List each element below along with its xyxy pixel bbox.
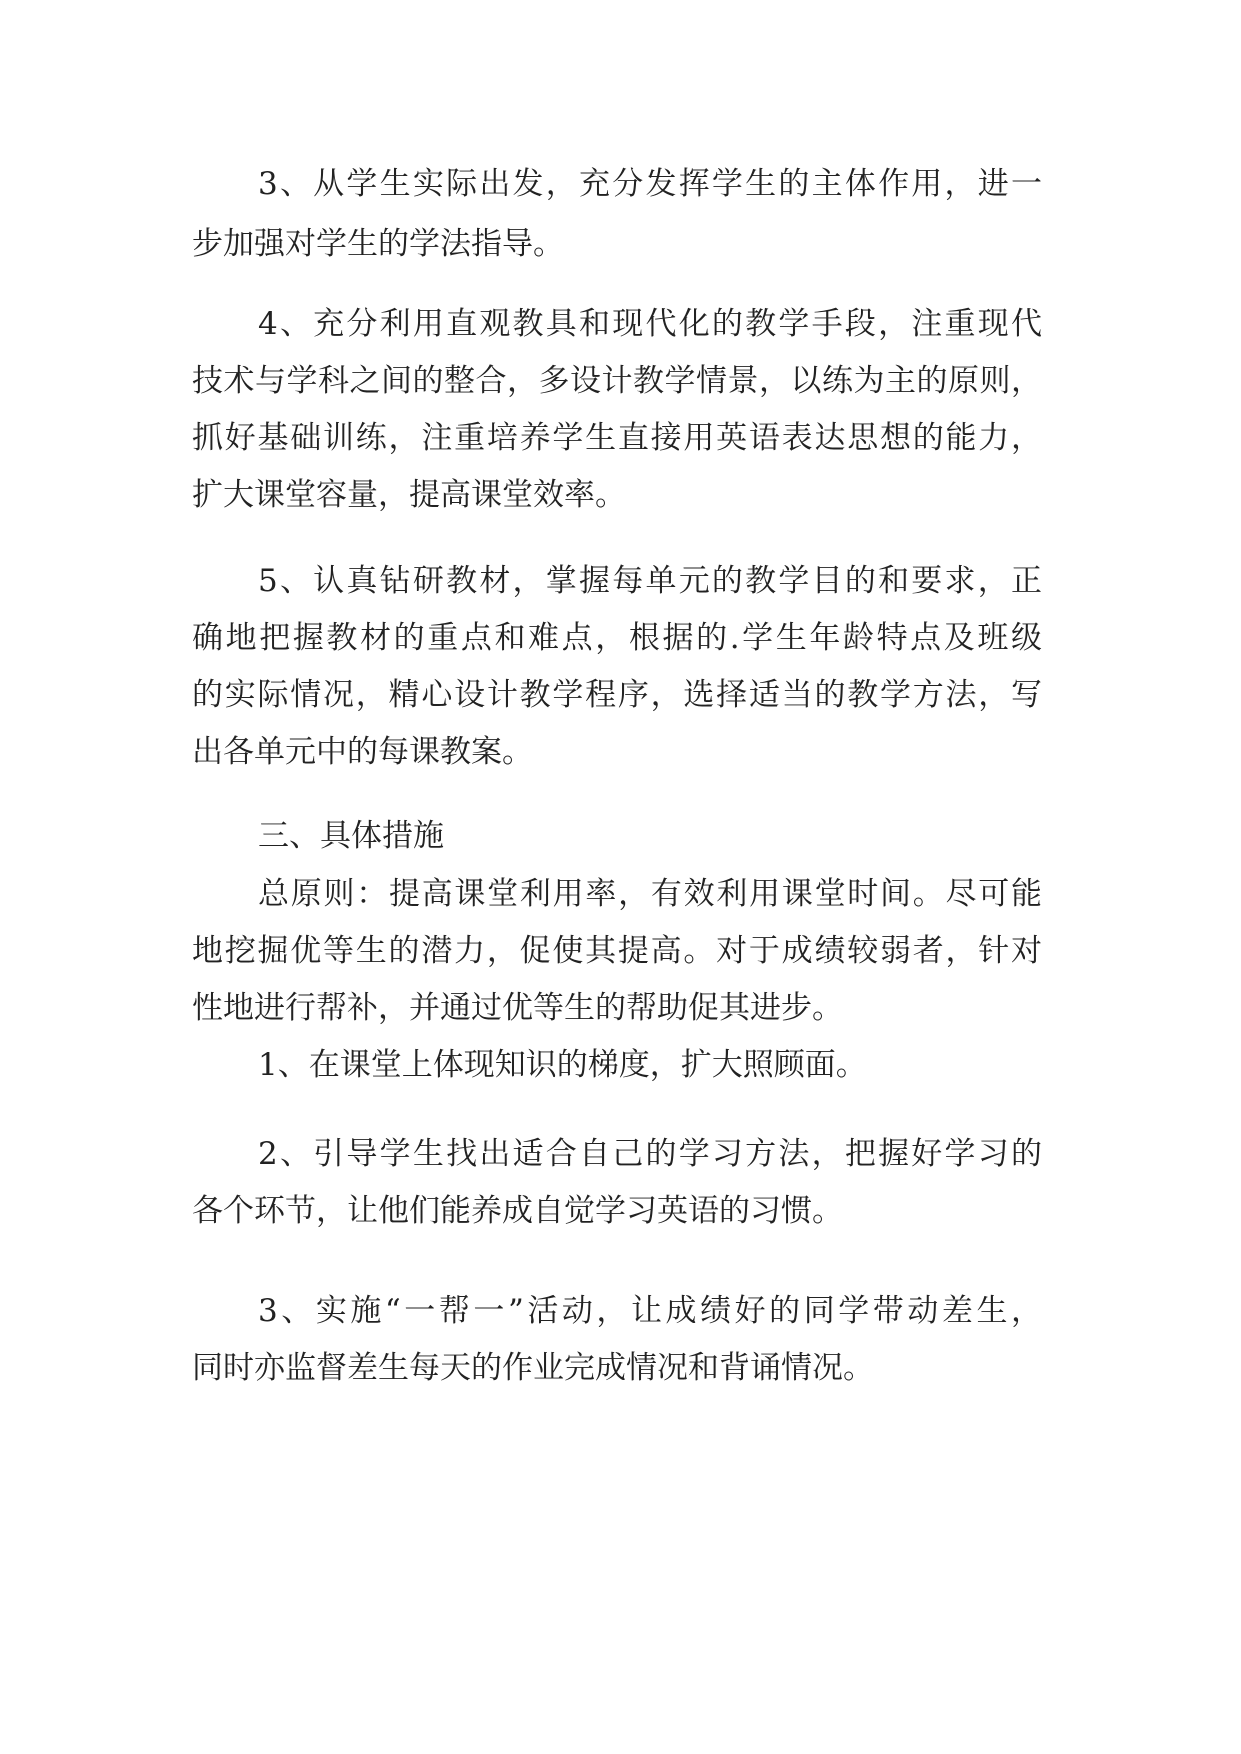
paragraph-5-line-3: 的实际情况，精心设计教学程序，选择适当的教学方法，写	[192, 677, 1042, 713]
paragraph-4-line-4: 扩大课堂容量，提高课堂效率。	[192, 477, 626, 513]
paragraph-3-line-2: 步加强对学生的学法指导。	[192, 226, 564, 262]
measure-2-line-2: 各个环节，让他们能养成自觉学习英语的习惯。	[192, 1193, 843, 1229]
section-heading: 三、具体措施	[258, 818, 444, 854]
paragraph-4-line-3: 抓好基础训练，注重培养学生直接用英语表达思想的能力，	[192, 420, 1042, 456]
principle-line-3: 性地进行帮补，并通过优等生的帮助促其进步。	[192, 990, 843, 1026]
paragraph-4-line-1: 4、充分利用直观教具和现代化的教学手段，注重现代	[258, 306, 1042, 342]
paragraph-5-line-1: 5、认真钻研教材，掌握每单元的教学目的和要求，正	[258, 563, 1042, 599]
measure-1-line-1: 1、在课堂上体现知识的梯度，扩大照顾面。	[258, 1047, 867, 1083]
paragraph-4-line-2: 技术与学科之间的整合，多设计教学情景，以练为主的原则，	[192, 363, 1042, 399]
principle-line-2: 地挖掘优等生的潜力，促使其提高。对于成绩较弱者，针对	[192, 933, 1042, 969]
measure-3-line-2: 同时亦监督差生每天的作业完成情况和背诵情况。	[192, 1350, 874, 1386]
measure-3-line-1: 3、实施“一帮一”活动，让成绩好的同学带动差生，	[258, 1293, 1042, 1329]
measure-2-line-1: 2、引导学生找出适合自己的学习方法，把握好学习的	[258, 1136, 1042, 1172]
paragraph-5-line-2: 确地把握教材的重点和难点，根据的.学生年龄特点及班级	[192, 620, 1042, 656]
paragraph-5-line-4: 出各单元中的每课教案。	[192, 734, 533, 770]
principle-line-1: 总原则：提高课堂利用率，有效利用课堂时间。尽可能	[258, 876, 1042, 912]
paragraph-3-line-1: 3、从学生实际出发，充分发挥学生的主体作用，进一	[258, 166, 1042, 202]
